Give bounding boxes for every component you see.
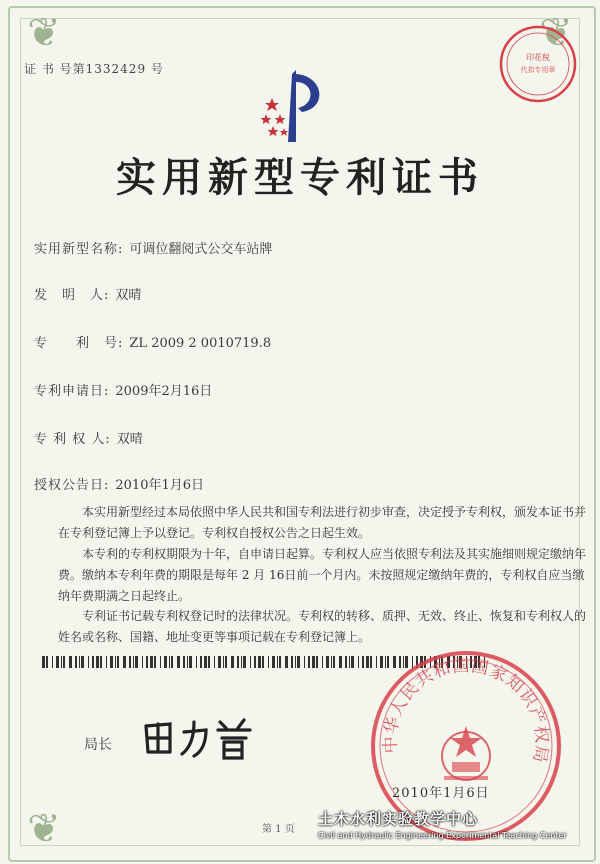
field-label: 专利申请日: [34, 384, 110, 399]
body-paragraph: 本专利的专利权期限为十年，自申请日起算。专利权人应当依照专利法及其实施细则规定缴纳年费。缴纳本专利年费的期限是每年 2 月 16日前一个月内。未按照规定缴纳年费的，专利权自应当缴纳年费期满之日起终止。 [58, 547, 587, 603]
barcode-stripe [46, 656, 48, 668]
barcode-stripe [177, 656, 180, 668]
barcode-stripe [358, 656, 359, 668]
field-value: 2009年2月16日 [115, 384, 213, 399]
barcode-stripe [129, 656, 131, 668]
field-label: 实用新型名称: [34, 242, 124, 257]
barcode-stripe [331, 656, 332, 668]
field-label: 专 利 权 人: [34, 432, 111, 447]
barcode-stripe [297, 656, 300, 668]
body-paragraph: 专利证书记载专利权登记时的法律状况。专利权的转移、质押、无效、终止、恢复和专利权人的姓名或名称、国籍、地址变更等事项记载在专利登记簿上。 [58, 609, 587, 644]
director-signature [140, 712, 260, 764]
corner-ornament-icon: ❦ [27, 806, 61, 852]
barcode-stripe [258, 656, 261, 668]
field-utility-model-name [34, 238, 272, 257]
barcode-stripe [88, 656, 89, 668]
barcode-stripe [326, 656, 329, 668]
field-value: ZL 2009 2 0010719.8 [129, 336, 272, 351]
barcode-stripe [160, 656, 161, 668]
barcode-stripe [81, 656, 84, 668]
barcode-stripe [135, 656, 138, 668]
barcode-stripe [117, 656, 119, 668]
certificate-number: 证 书 号第1332429 号 [24, 62, 164, 76]
barcode-stripe [295, 656, 296, 668]
body-paragraph: 本实用新型经过本局依照中华人民共和国专利法进行初步审查，决定授予专利权，颁发本证书并在专利登记簿上予以登记。专利权自授权公告之日起生效。 [58, 505, 587, 540]
barcode-stripe [362, 656, 364, 668]
barcode-stripe [333, 656, 335, 668]
barcode-stripe [277, 656, 278, 668]
field-grant-date [34, 474, 204, 493]
barcode-stripe [285, 656, 288, 668]
barcode-stripe [250, 656, 251, 668]
barcode-stripe [339, 656, 342, 668]
field-value: 双晴 [115, 288, 142, 303]
field-value: 双晴 [116, 432, 143, 447]
barcode-stripe [304, 656, 305, 668]
barcode-stripe [345, 656, 347, 668]
page-number: 第 1 页 [262, 824, 295, 835]
barcode-stripe [169, 656, 170, 668]
field-patent-number [34, 332, 271, 351]
barcode-stripe [110, 656, 113, 668]
svg-text:代扣专用章: 代扣专用章 [520, 66, 556, 74]
issue-date: 2010年1月6日 [392, 786, 490, 801]
barcode-stripe [133, 656, 134, 668]
tax-stamp-seal [498, 24, 578, 104]
field-patentee [34, 428, 143, 447]
field-inventor [34, 284, 141, 303]
field-label: 授权公告日: [34, 478, 110, 493]
field-label: 发 明 人: [34, 288, 110, 303]
barcode-stripe [100, 656, 102, 668]
barcode-stripe [92, 656, 94, 668]
barcode-stripe [254, 656, 256, 668]
barcode-stripe [208, 656, 210, 668]
field-value: 2010年1月6日 [115, 478, 205, 493]
barcode-stripe [75, 656, 77, 668]
barcode-stripe [146, 656, 148, 668]
barcode-stripe [171, 656, 173, 668]
barcode-stripe [79, 656, 80, 668]
barcode-stripe [322, 656, 323, 668]
barcode-stripe [237, 656, 239, 668]
barcode-stripe [42, 656, 45, 668]
barcode-stripe [231, 656, 234, 668]
barcode-stripe [351, 656, 354, 668]
barcode-stripe [106, 656, 107, 668]
corner-ornament-icon: ❦ [539, 10, 573, 56]
certificate-title: 实用新型专利证书 [116, 155, 484, 201]
barcode-stripe [291, 656, 293, 668]
barcode-stripe [63, 656, 65, 668]
seal-text: 中华人民共和国国家知识产权局 [380, 655, 552, 765]
svg-text:印花税: 印花税 [526, 53, 550, 62]
barcode-stripe [196, 656, 197, 668]
barcode-stripe [262, 656, 264, 668]
barcode-stripe [312, 656, 315, 668]
barcode-stripe [56, 656, 59, 668]
barcode-stripe [187, 656, 188, 668]
barcode-stripe [241, 656, 242, 668]
barcode-stripe [61, 656, 62, 668]
barcode-stripe [349, 656, 350, 668]
barcode-stripe [316, 656, 318, 668]
barcode-stripe [218, 656, 221, 668]
barcode-stripe [204, 656, 207, 668]
barcode-stripe [308, 656, 310, 668]
barcode-stripe [115, 656, 116, 668]
barcode-stripe [214, 656, 215, 668]
corner-ornament-icon: ❦ [27, 10, 61, 56]
field-value: 可调位翻阅式公交车站牌 [129, 242, 273, 257]
barcode-stripe [96, 656, 99, 668]
barcode-stripe [189, 656, 192, 668]
barcode-stripe [200, 656, 202, 668]
barcode-stripe [164, 656, 167, 668]
watermark-english: Civil and Hydraulic Engineering Experimental Teaching Center [318, 831, 567, 840]
field-application-date [34, 380, 212, 399]
barcode-stripe [268, 656, 269, 668]
barcode-stripe [150, 656, 153, 668]
barcode-stripe [69, 656, 72, 668]
barcode-stripe [142, 656, 143, 668]
barcode-stripe [243, 656, 246, 668]
barcode-stripe [223, 656, 224, 668]
watermark-chinese: 土木水利实验教学中心 [318, 810, 479, 828]
director-label: 局长 [84, 737, 112, 753]
barcode-stripe [154, 656, 156, 668]
barcode-stripe [123, 656, 126, 668]
patent-office-logo-icon [258, 68, 328, 146]
barcode-stripe [272, 656, 275, 668]
barcode-stripe [225, 656, 227, 668]
barcode-stripe [279, 656, 281, 668]
barcode-stripe [183, 656, 185, 668]
field-label: 专 利 号: [34, 336, 124, 351]
barcode-stripe [52, 656, 53, 668]
